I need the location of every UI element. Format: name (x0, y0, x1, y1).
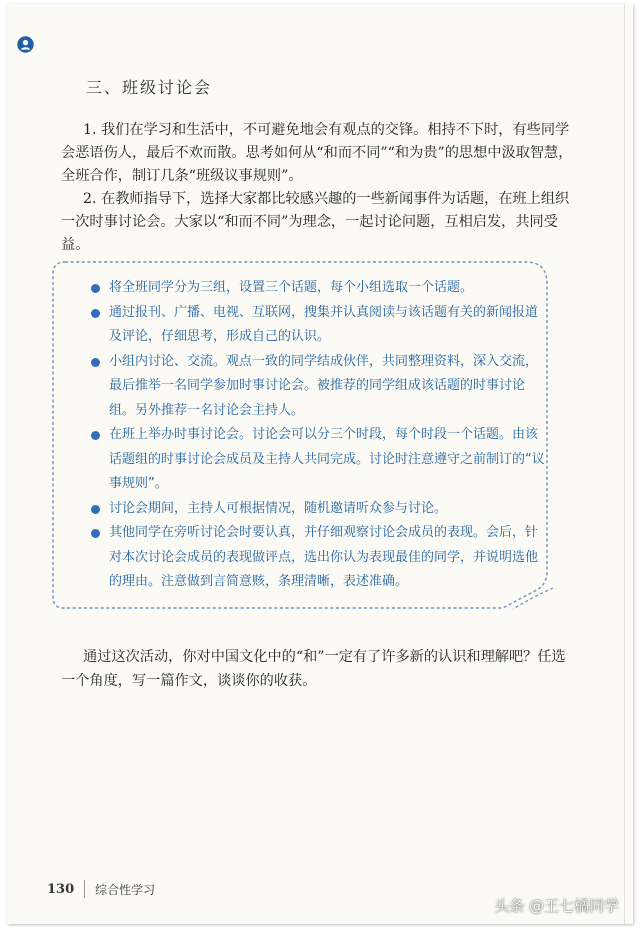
task-item (91, 350, 546, 424)
closing-paragraph: 通过这次活动，你对中国文化中的“和”一定有了许多新的认识和理解吧？任选一个角度，写一篇作文，谈谈你的收获。 (61, 649, 566, 689)
task-item (91, 423, 546, 497)
textbook-page (7, 4, 633, 924)
task-item (91, 497, 546, 522)
footer-divider (84, 880, 85, 898)
task-text: 通过报刊、广播、电视、互联网，搜集并认真阅读与该话题有关的新闻报道及评论，仔细思考，形成自己的认识。 (109, 304, 539, 344)
intro-paragraph-1: 1. 我们在学习和生活中，不可避免地会有观点的交锋。相持不下时，有些同学会恶语伤人，最后不欢而散。思考如何从“和而不同”“和为贵”的思想中汲取智慧，全班合作，制订几条“班级议事规则”。 (61, 122, 573, 184)
footer-section-label: 综合性学习 (95, 882, 156, 897)
task-list (91, 276, 546, 595)
task-text: 小组内讨论、交流。观点一致的同学结成伙伴，共同整理资料，深入交流，最后推举一名同学参加时事讨论会。被推荐的同学组成该话题的时事讨论组。另外推荐一名讨论会主持人。 (109, 353, 539, 418)
closing-prompt (61, 645, 579, 693)
page-footer (47, 880, 155, 898)
intro-paragraphs (61, 119, 579, 257)
bullet-dot-icon (91, 431, 100, 440)
task-text: 在班上举办时事讨论会。讨论会可以分三个时段，每个时段一个话题。由该话题组的时事讨论会成员及主持人共同完成。讨论时注意遵守之前制订的“议事规则”。 (109, 427, 545, 491)
bullet-dot-icon (91, 284, 100, 293)
activity-task-box (51, 260, 563, 610)
page-number: 130 (47, 881, 75, 897)
bullet-dot-icon (91, 309, 100, 318)
person-badge-icon (17, 36, 34, 53)
task-text: 将全班同学分为三组，设置三个话题，每个小组选取一个话题。 (109, 280, 474, 295)
source-watermark: 头条 @王七橘同学 (494, 897, 619, 915)
intro-paragraph-2: 2. 在教师指导下，选择大家都比较感兴趣的一些新闻事件为话题，在班上组织一次时事讨论会。大家以“和而不同”为理念，一起讨论问题，互相启发，共同受益。 (61, 191, 570, 253)
bullet-dot-icon (91, 358, 100, 367)
task-text: 其他同学在旁听讨论会时要认真，并仔细观察讨论会成员的表现。会后，针对本次讨论会成员的表现做评点，选出你认为表现最佳的同学，并说明选他的理由。注意做到言简意赅，条理清晰，表述准确。 (109, 525, 539, 589)
section-title: 三、班级讨论会 (86, 78, 213, 97)
task-item (91, 276, 546, 301)
task-item (91, 301, 546, 350)
task-text: 讨论会期间，主持人可根据情况，随机邀请听众参与讨论。 (109, 500, 448, 516)
bullet-dot-icon (91, 505, 100, 514)
page-edge-line (624, 4, 625, 924)
task-item (91, 521, 546, 595)
bullet-dot-icon (91, 529, 100, 538)
